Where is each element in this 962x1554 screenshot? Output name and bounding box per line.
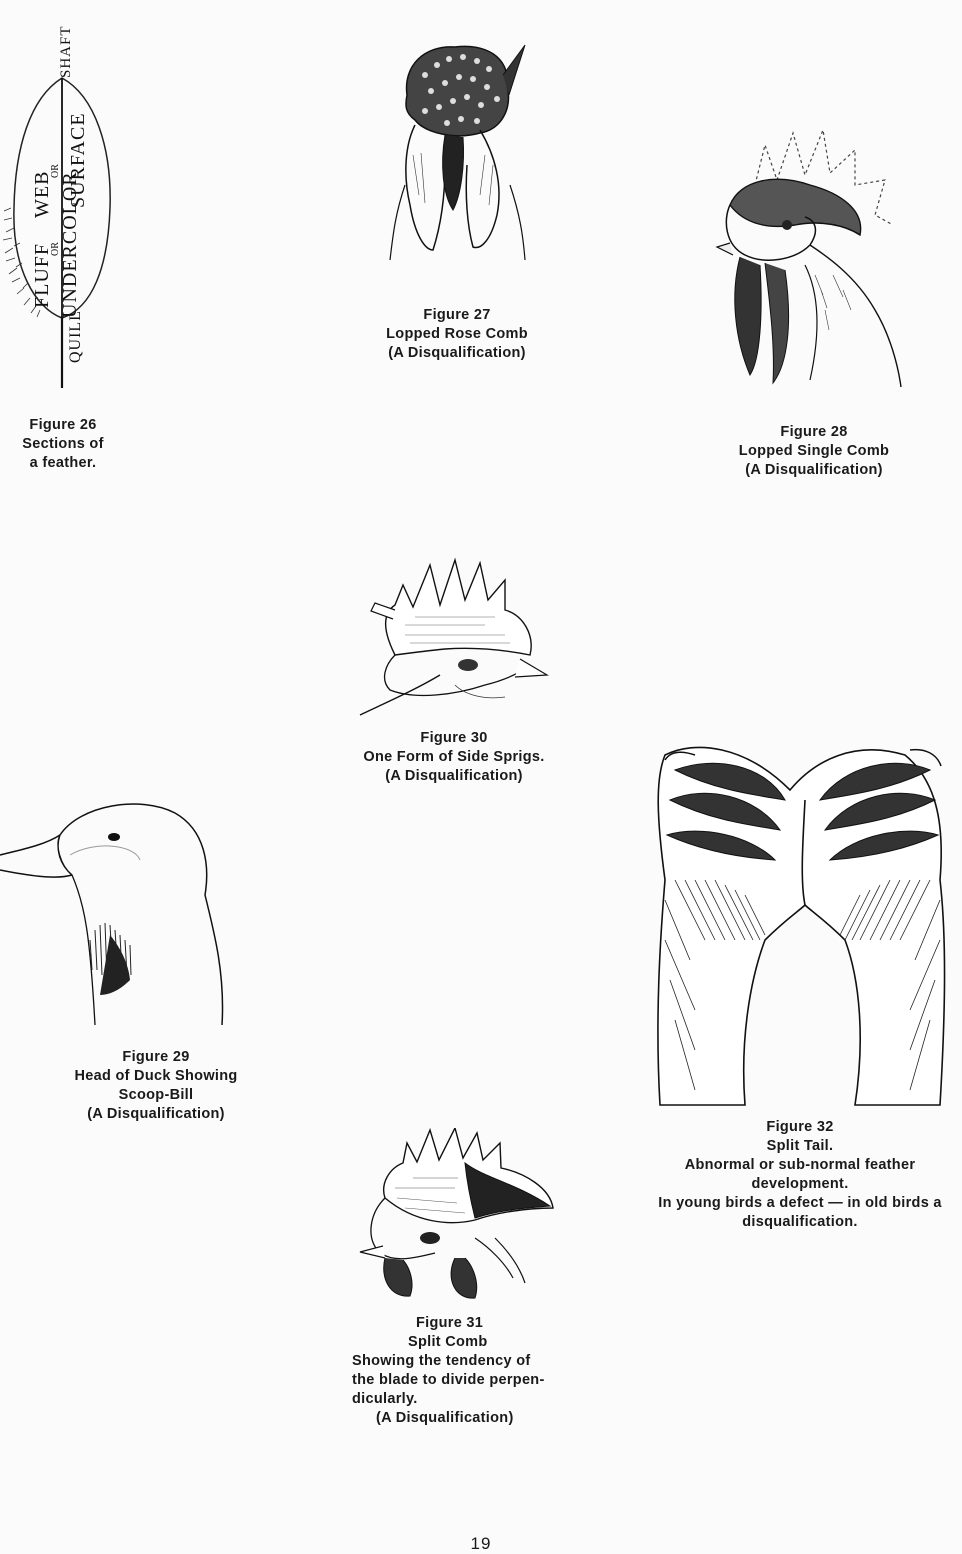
feather-label-undercolor: UNDERCOLOR	[59, 171, 81, 318]
figure-28-title: Lopped Single Comb	[738, 443, 890, 459]
figure-32-number: Figure 32	[766, 1119, 834, 1135]
feather-label-surface: SURFACE	[67, 112, 89, 208]
lopped-single-comb-illustration	[715, 125, 905, 395]
side-sprigs-comb-illustration	[355, 555, 555, 720]
feather-label-shaft: SHAFT	[58, 25, 74, 78]
feather-label-web: WEB	[31, 170, 53, 218]
feather-label-quill: QUILL	[67, 310, 84, 363]
figure-26-title: Sections of	[22, 436, 104, 452]
figure-26-caption	[2, 416, 124, 473]
figure-29-title: Head of Duck Showing	[74, 1068, 238, 1084]
figure-29-subtitle: Scoop-Bill	[118, 1087, 194, 1103]
figure-30-subtitle: (A Disqualification)	[385, 768, 523, 784]
figure-31-number: Figure 31	[416, 1315, 484, 1331]
feather-illustration	[0, 18, 130, 398]
figure-27-title: Lopped Rose Comb	[386, 326, 528, 342]
figure-26-subtitle: a feather.	[29, 455, 97, 471]
figure-29-note: (A Disqualification)	[87, 1106, 225, 1122]
figure-31-description-1: Showing the tendency of	[352, 1353, 531, 1369]
duck-scoop-bill-illustration	[0, 795, 235, 1030]
figure-32-caption	[640, 1118, 960, 1232]
figure-30-number: Figure 30	[420, 730, 488, 746]
figure-32-description-1: Abnormal or sub-normal feather	[684, 1157, 916, 1173]
figure-27-number: Figure 27	[423, 307, 491, 323]
feather-label-or-2: OR	[50, 164, 61, 178]
figure-32-description-4: disqualification.	[742, 1214, 858, 1230]
feather-label-or-1: OR	[50, 242, 61, 256]
figure-31-description-3: dicularly.	[352, 1391, 418, 1407]
figure-31-title: Split Comb	[408, 1334, 488, 1350]
feather-label-fluff: FLUFF	[31, 242, 53, 308]
figure-30-caption	[340, 729, 568, 786]
figure-29-number: Figure 29	[122, 1049, 190, 1065]
figure-28-number: Figure 28	[780, 424, 848, 440]
figure-32-title: Split Tail.	[766, 1138, 834, 1154]
figure-28-caption	[714, 423, 914, 480]
split-tail-illustration	[655, 740, 950, 1110]
lopped-rose-comb-illustration	[385, 35, 530, 265]
figure-28-subtitle: (A Disqualification)	[745, 462, 883, 478]
figure-26-number: Figure 26	[29, 417, 97, 433]
figure-27-subtitle: (A Disqualification)	[388, 345, 526, 361]
page-number: 19	[470, 1534, 492, 1553]
split-comb-illustration	[355, 1128, 560, 1308]
figure-27-caption	[357, 306, 557, 363]
figure-31-note: (A Disqualification)	[376, 1410, 514, 1426]
figure-32-description-3: In young birds a defect — in old birds a	[658, 1195, 942, 1211]
figure-29-caption	[52, 1048, 260, 1124]
figure-32-description-2: development.	[751, 1176, 849, 1192]
figure-31-description-2: the blade to divide perpen-	[352, 1372, 545, 1388]
figure-31-caption	[352, 1314, 582, 1428]
figure-30-title: One Form of Side Sprigs.	[363, 749, 545, 765]
